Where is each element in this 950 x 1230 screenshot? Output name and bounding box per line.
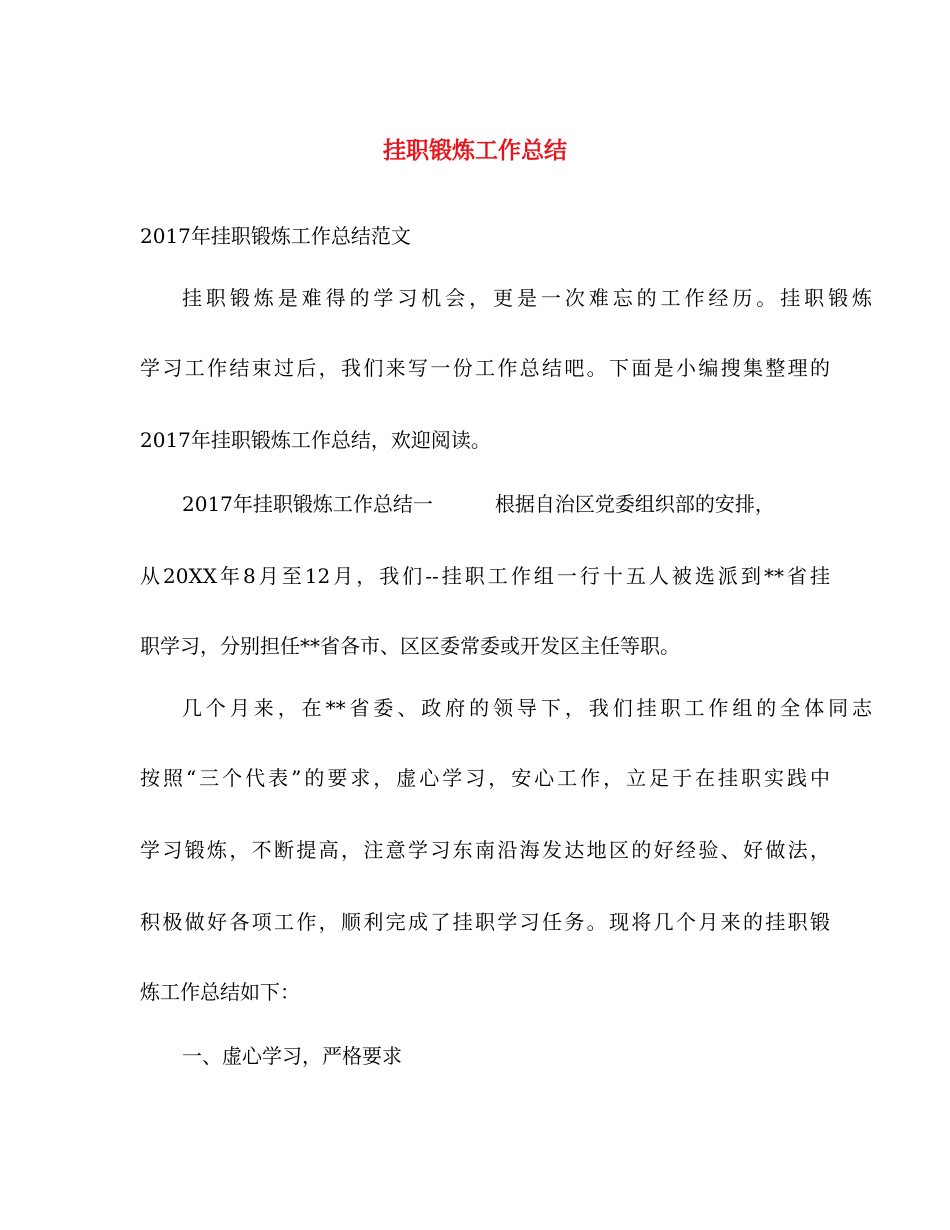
paragraph-3-line-4: 积极做好各项工作，顺利完成了挂职学习任务。现将几个月来的挂职锻 — [140, 910, 830, 934]
document-title: 挂职锻炼工作总结 — [383, 137, 567, 164]
paragraph-3-line-5: 炼工作总结如下： — [140, 980, 300, 1004]
section-1-heading: 一、虚心学习，严格要求 — [182, 1044, 402, 1068]
paragraph-1-line-1: 挂职锻炼是难得的学习机会，更是一次难忘的工作经历。挂职锻炼 — [182, 286, 872, 310]
paragraph-3-line-1: 几个月来，在**省委、政府的领导下，我们挂职工作组的全体同志 — [182, 696, 872, 720]
summary-lead: 2017年挂职锻炼工作总结一 — [182, 492, 433, 516]
paragraph-1-line-3: 2017年挂职锻炼工作总结，欢迎阅读。 — [140, 428, 491, 452]
paragraph-2-line-1 — [140, 490, 872, 518]
paragraph-3-line-2: 按照“三个代表”的要求，虚心学习，安心工作，立足于在挂职实践中 — [140, 766, 830, 790]
document-subtitle: 2017年挂职锻炼工作总结范文 — [140, 224, 411, 248]
paragraph-1-line-2: 学习工作结束过后，我们来写一份工作总结吧。下面是小编搜集整理的 — [140, 356, 830, 380]
paragraph-2-line-2: 从20XX年8月至12月，我们--挂职工作组一行十五人被选派到**省挂 — [140, 564, 830, 588]
summary-lead-rest: 根据自治区党委组织部的安排， — [494, 492, 775, 516]
paragraph-3-line-3: 学习锻炼，不断提高，注意学习东南沿海发达地区的好经验、好做法， — [140, 838, 830, 862]
paragraph-2-line-3: 职学习，分别担任**省各市、区区委常委或开发区主任等职。 — [140, 634, 680, 658]
